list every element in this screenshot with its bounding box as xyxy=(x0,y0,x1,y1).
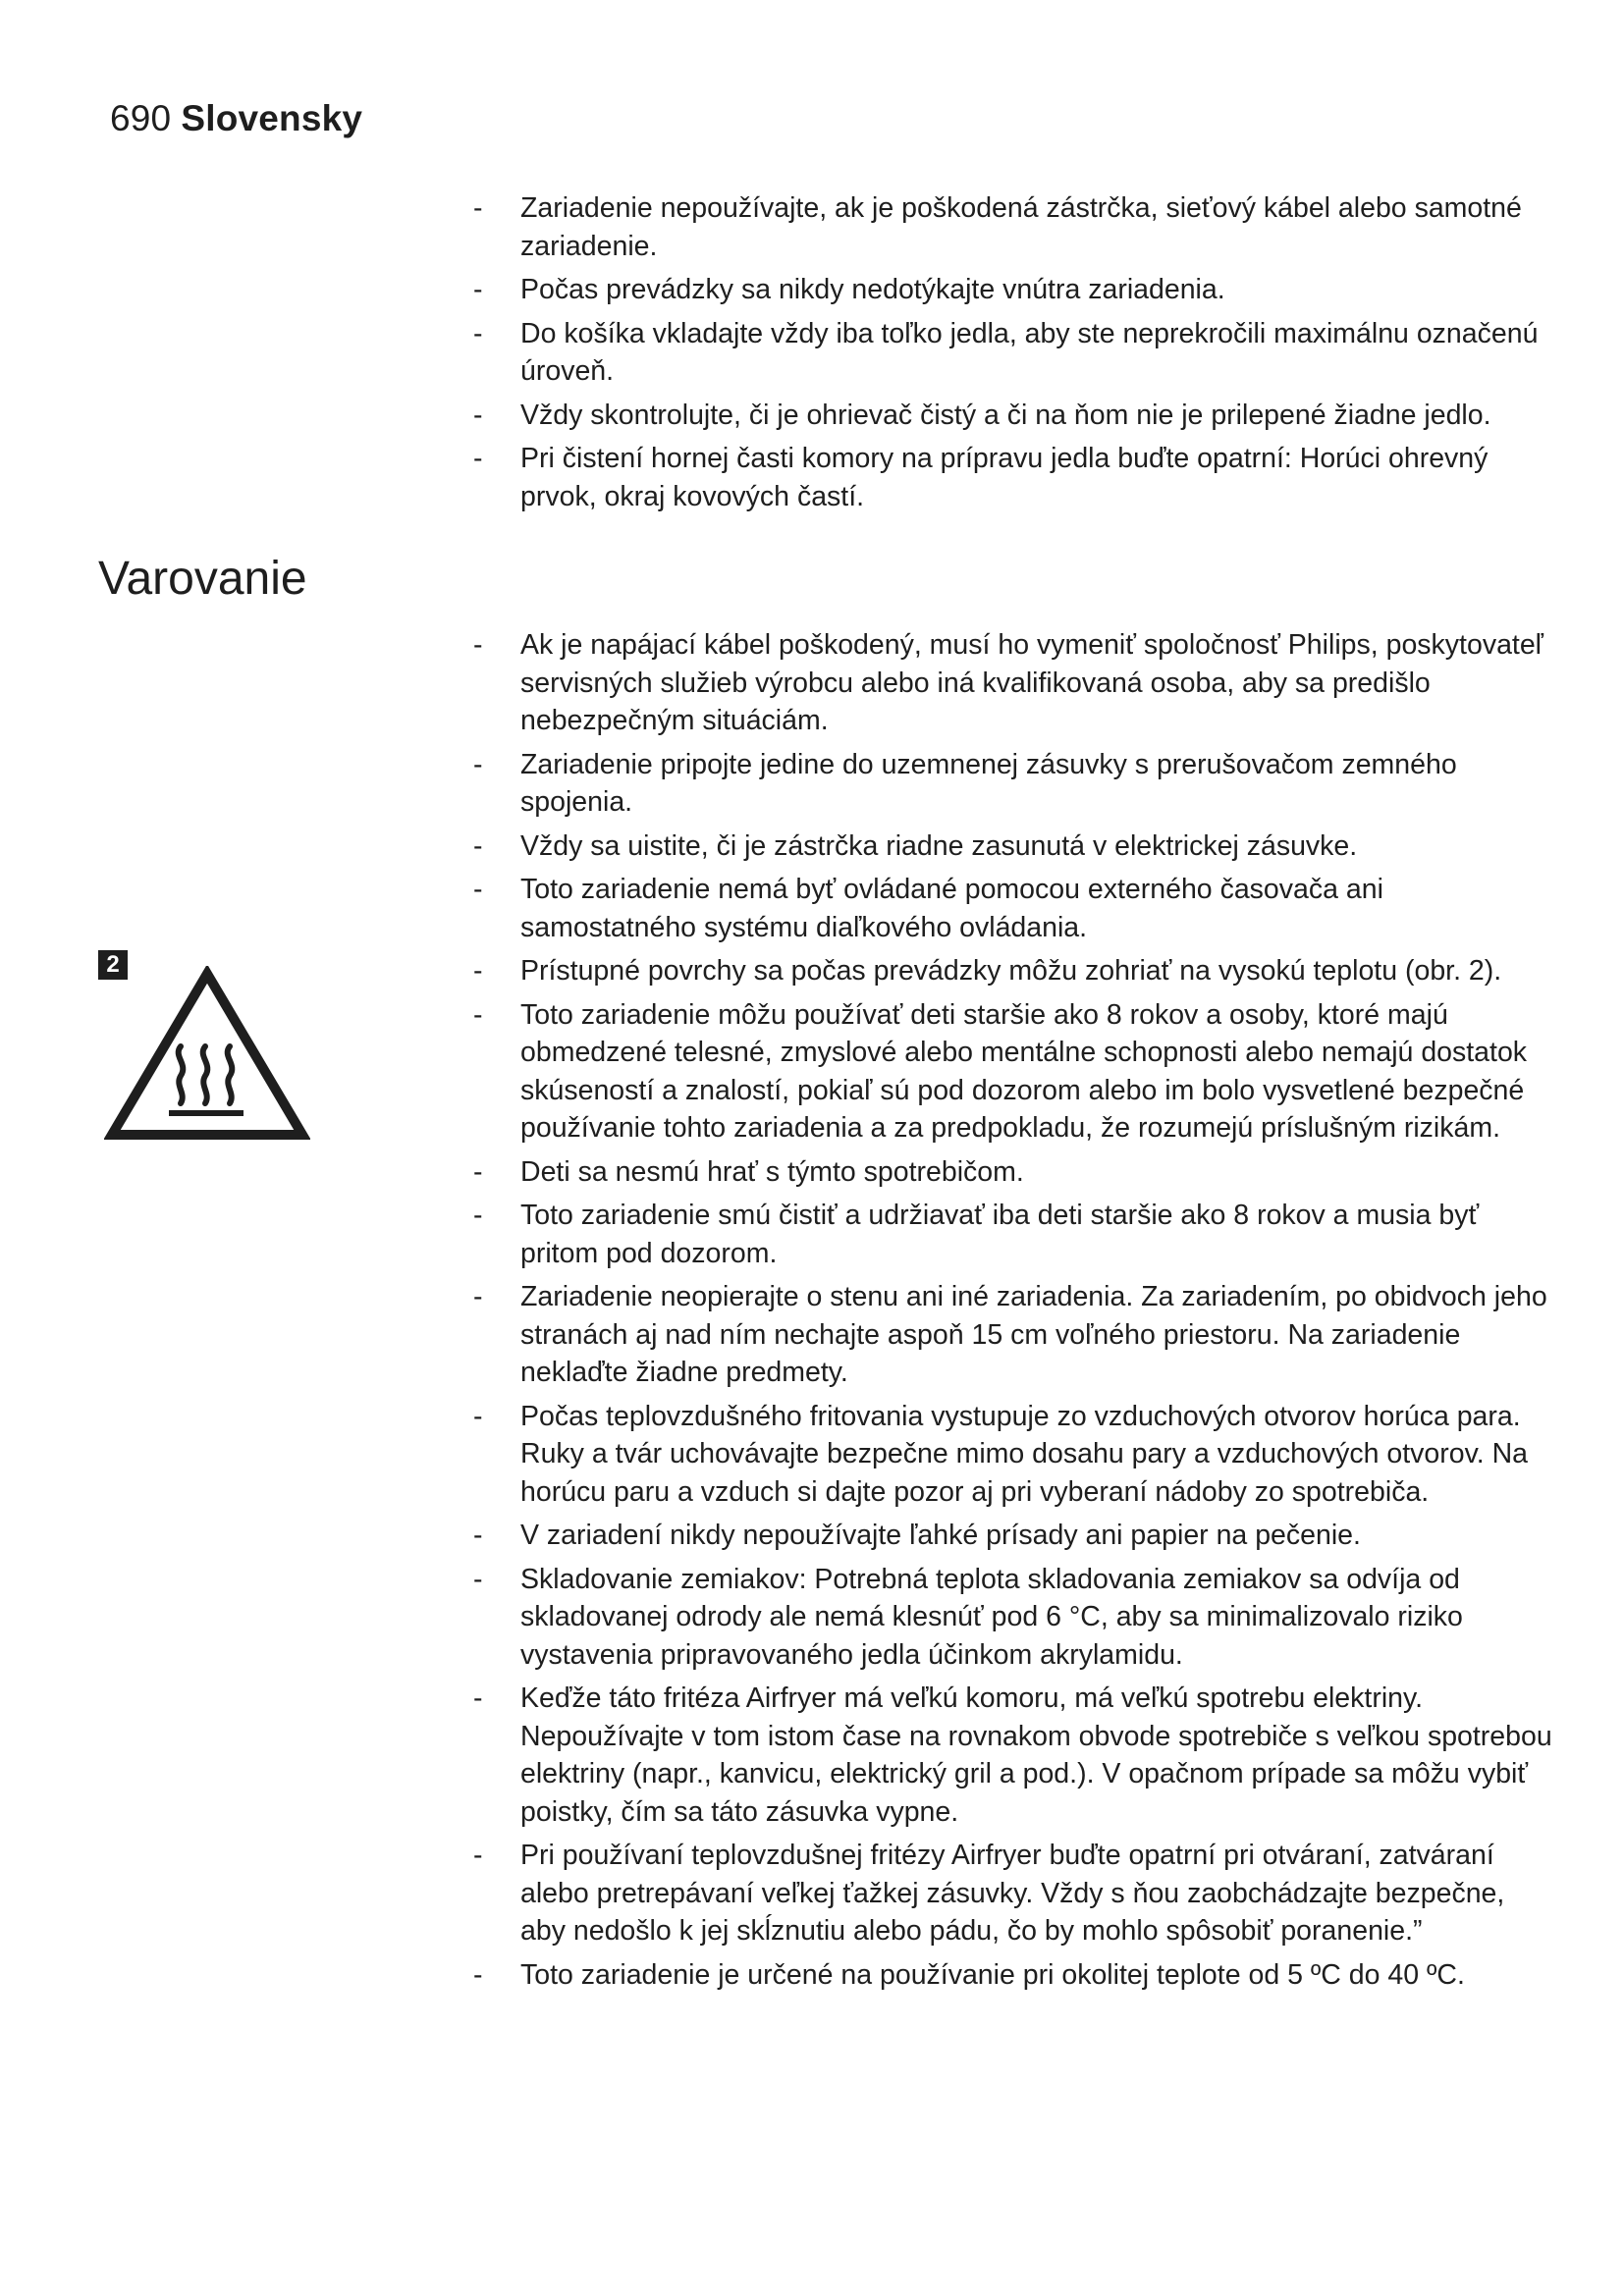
list-item xyxy=(473,1197,1553,1272)
bullet-dash: - xyxy=(473,1200,483,1231)
bullet-dash: - xyxy=(473,629,483,661)
figure-label: 2 xyxy=(98,950,128,980)
section-title-warning: Varovanie xyxy=(98,553,307,605)
bullet-dash: - xyxy=(473,274,483,305)
list-item-text: Deti sa nesmú hrať s týmto spotrebičom. xyxy=(520,1155,1024,1188)
list-item xyxy=(473,189,1553,265)
list-item xyxy=(473,828,1553,866)
list-item-text: Toto zariadenie smú čistiť a udržiavať iba deti staršie ako 8 rokov a musia byť pritom pod dozorom. xyxy=(520,1200,1480,1269)
list-item xyxy=(473,996,1553,1148)
list-item-text: Toto zariadenie môžu používať deti staršie ako 8 rokov a osoby, ktoré majú obmedzené telesné, zmyslové alebo mentálne schopnosti alebo nemajú dostatok skúseností a znalostí, pokiaľ sú pod dozorom alebo im bolo vysvetlené bezpečné používanie tohto zariadenia a za predpokladu, že rozumejú príslušným rizikám. xyxy=(520,998,1528,1144)
list-item-text: Do košíka vkladajte vždy iba toľko jedla, aby ste neprekročili maximálnu označenú úroveň. xyxy=(520,317,1539,387)
list-item-text: Zariadenie neopierajte o stenu ani iné zariadenia. Za zariadením, po obidvoch jeho stranách aj nad ním nechajte aspoň 15 cm voľného priestoru. Na zariadenie neklaďte žiadne predmety. xyxy=(520,1281,1547,1388)
bullet-dash: - xyxy=(473,1400,483,1432)
warning-list xyxy=(473,626,1553,2000)
bullet-dash: - xyxy=(473,1958,483,1991)
hot-surface-warning-icon xyxy=(104,966,310,1143)
bullet-dash: - xyxy=(473,399,483,431)
page-header xyxy=(110,98,362,139)
list-item xyxy=(473,440,1553,515)
list-item xyxy=(473,315,1553,391)
bullet-dash: - xyxy=(473,1520,483,1551)
list-item xyxy=(473,626,1553,740)
list-item-text: Prístupné povrchy sa počas prevádzky môžu zohriať na vysokú teplotu (obr. 2). xyxy=(520,955,1502,987)
list-item xyxy=(473,1398,1553,1512)
list-item xyxy=(473,1837,1553,1950)
list-item-text: Pri čistení hornej časti komory na prípravu jedla buďte opatrní: Horúci ohrevný prvok, okraj kovových častí. xyxy=(520,443,1489,512)
list-item-text: Toto zariadenie je určené na používanie pri okolitej teplote od 5 ºC do 40 ºC. xyxy=(520,1958,1465,1991)
list-item-text: Zariadenie pripojte jedine do uzemnenej zásuvky s prerušovačom zemného spojenia. xyxy=(520,748,1457,818)
list-item-text: V zariadení nikdy nepoužívajte ľahké prísady ani papier na pečenie. xyxy=(520,1520,1361,1551)
list-item-text: Toto zariadenie nemá byť ovládané pomocou externého časovača ani samostatného systému diaľkového ovládania. xyxy=(520,874,1383,943)
list-item-text: Zariadenie nepoužívajte, ak je poškodená zástrčka, sieťový kábel alebo samotné zariadenie. xyxy=(520,192,1522,262)
page-number: 690 xyxy=(110,98,172,138)
list-item xyxy=(473,1153,1553,1192)
list-item xyxy=(473,871,1553,946)
list-item-text: Keďže táto fritéza Airfryer má veľkú komoru, má veľkú spotrebu elektriny. Nepoužívajte v tom istom čase na rovnakom obvode spotrebiče s veľkou spotrebou elektriny (napr., kanvicu, elektrický gril a pod.). V opačnom prípade sa môžu vybiť poistky, čím sa táto zásuvka vypne. xyxy=(520,1682,1552,1828)
list-item-text: Pri používaní teplovzdušnej fritézy Airfryer buďte opatrní pri otváraní, zatváraní alebo pretrepávaní veľkej ťažkej zásuvky. Vždy s ňou zaobchádzajte bezpečne, aby nedošlo k jej skĺznutiu alebo pádu, čo by mohlo spôsobiť poranenie.” xyxy=(520,1840,1505,1947)
bullet-dash: - xyxy=(473,1155,483,1188)
list-item xyxy=(473,397,1553,435)
bullet-dash: - xyxy=(473,443,483,474)
bullet-dash: - xyxy=(473,998,483,1031)
bullet-dash: - xyxy=(473,1563,483,1595)
bullet-dash: - xyxy=(473,1281,483,1312)
list-item xyxy=(473,1680,1553,1831)
bullet-dash: - xyxy=(473,829,483,862)
intro-list xyxy=(473,189,1553,521)
list-item xyxy=(473,952,1553,990)
list-item-text: Počas prevádzky sa nikdy nedotýkajte vnútra zariadenia. xyxy=(520,274,1225,305)
list-item-text: Počas teplovzdušného fritovania vystupuje zo vzduchových otvorov horúca para. Ruky a tvár uchovávajte bezpečne mimo dosahu pary a vzduchových otvorov. Na horúcu paru a vzduch si dajte pozor aj pri vyberaní nádoby zo spotrebiča. xyxy=(520,1400,1528,1508)
list-item xyxy=(473,746,1553,822)
list-item xyxy=(473,1956,1553,1995)
bullet-dash: - xyxy=(473,192,483,224)
list-item-text: Vždy skontrolujte, či je ohrievač čistý a či na ňom nie je prilepené žiadne jedlo. xyxy=(520,399,1491,431)
bullet-dash: - xyxy=(473,955,483,987)
bullet-dash: - xyxy=(473,874,483,905)
bullet-dash: - xyxy=(473,1682,483,1714)
list-item-text: Skladovanie zemiakov: Potrebná teplota skladovania zemiakov sa odvíja od skladovanej odrody ale nemá klesnúť pod 6 °C, aby sa minimalizovalo riziko vystavenia pripravovaného jedla účinkom akrylamidu. xyxy=(520,1563,1463,1671)
list-item-text: Vždy sa uistite, či je zástrčka riadne zasunutá v elektrickej zásuvke. xyxy=(520,829,1358,862)
list-item xyxy=(473,271,1553,309)
bullet-dash: - xyxy=(473,748,483,780)
page-language: Slovensky xyxy=(181,98,363,138)
bullet-dash: - xyxy=(473,1840,483,1871)
bullet-dash: - xyxy=(473,317,483,349)
list-item xyxy=(473,1561,1553,1675)
list-item-text: Ak je napájací kábel poškodený, musí ho vymeniť spoločnosť Philips, poskytovateľ servisných služieb výrobcu alebo iná kvalifikovaná osoba, aby sa predišlo nebezpečným situáciám. xyxy=(520,629,1543,736)
list-item xyxy=(473,1517,1553,1555)
list-item xyxy=(473,1278,1553,1392)
